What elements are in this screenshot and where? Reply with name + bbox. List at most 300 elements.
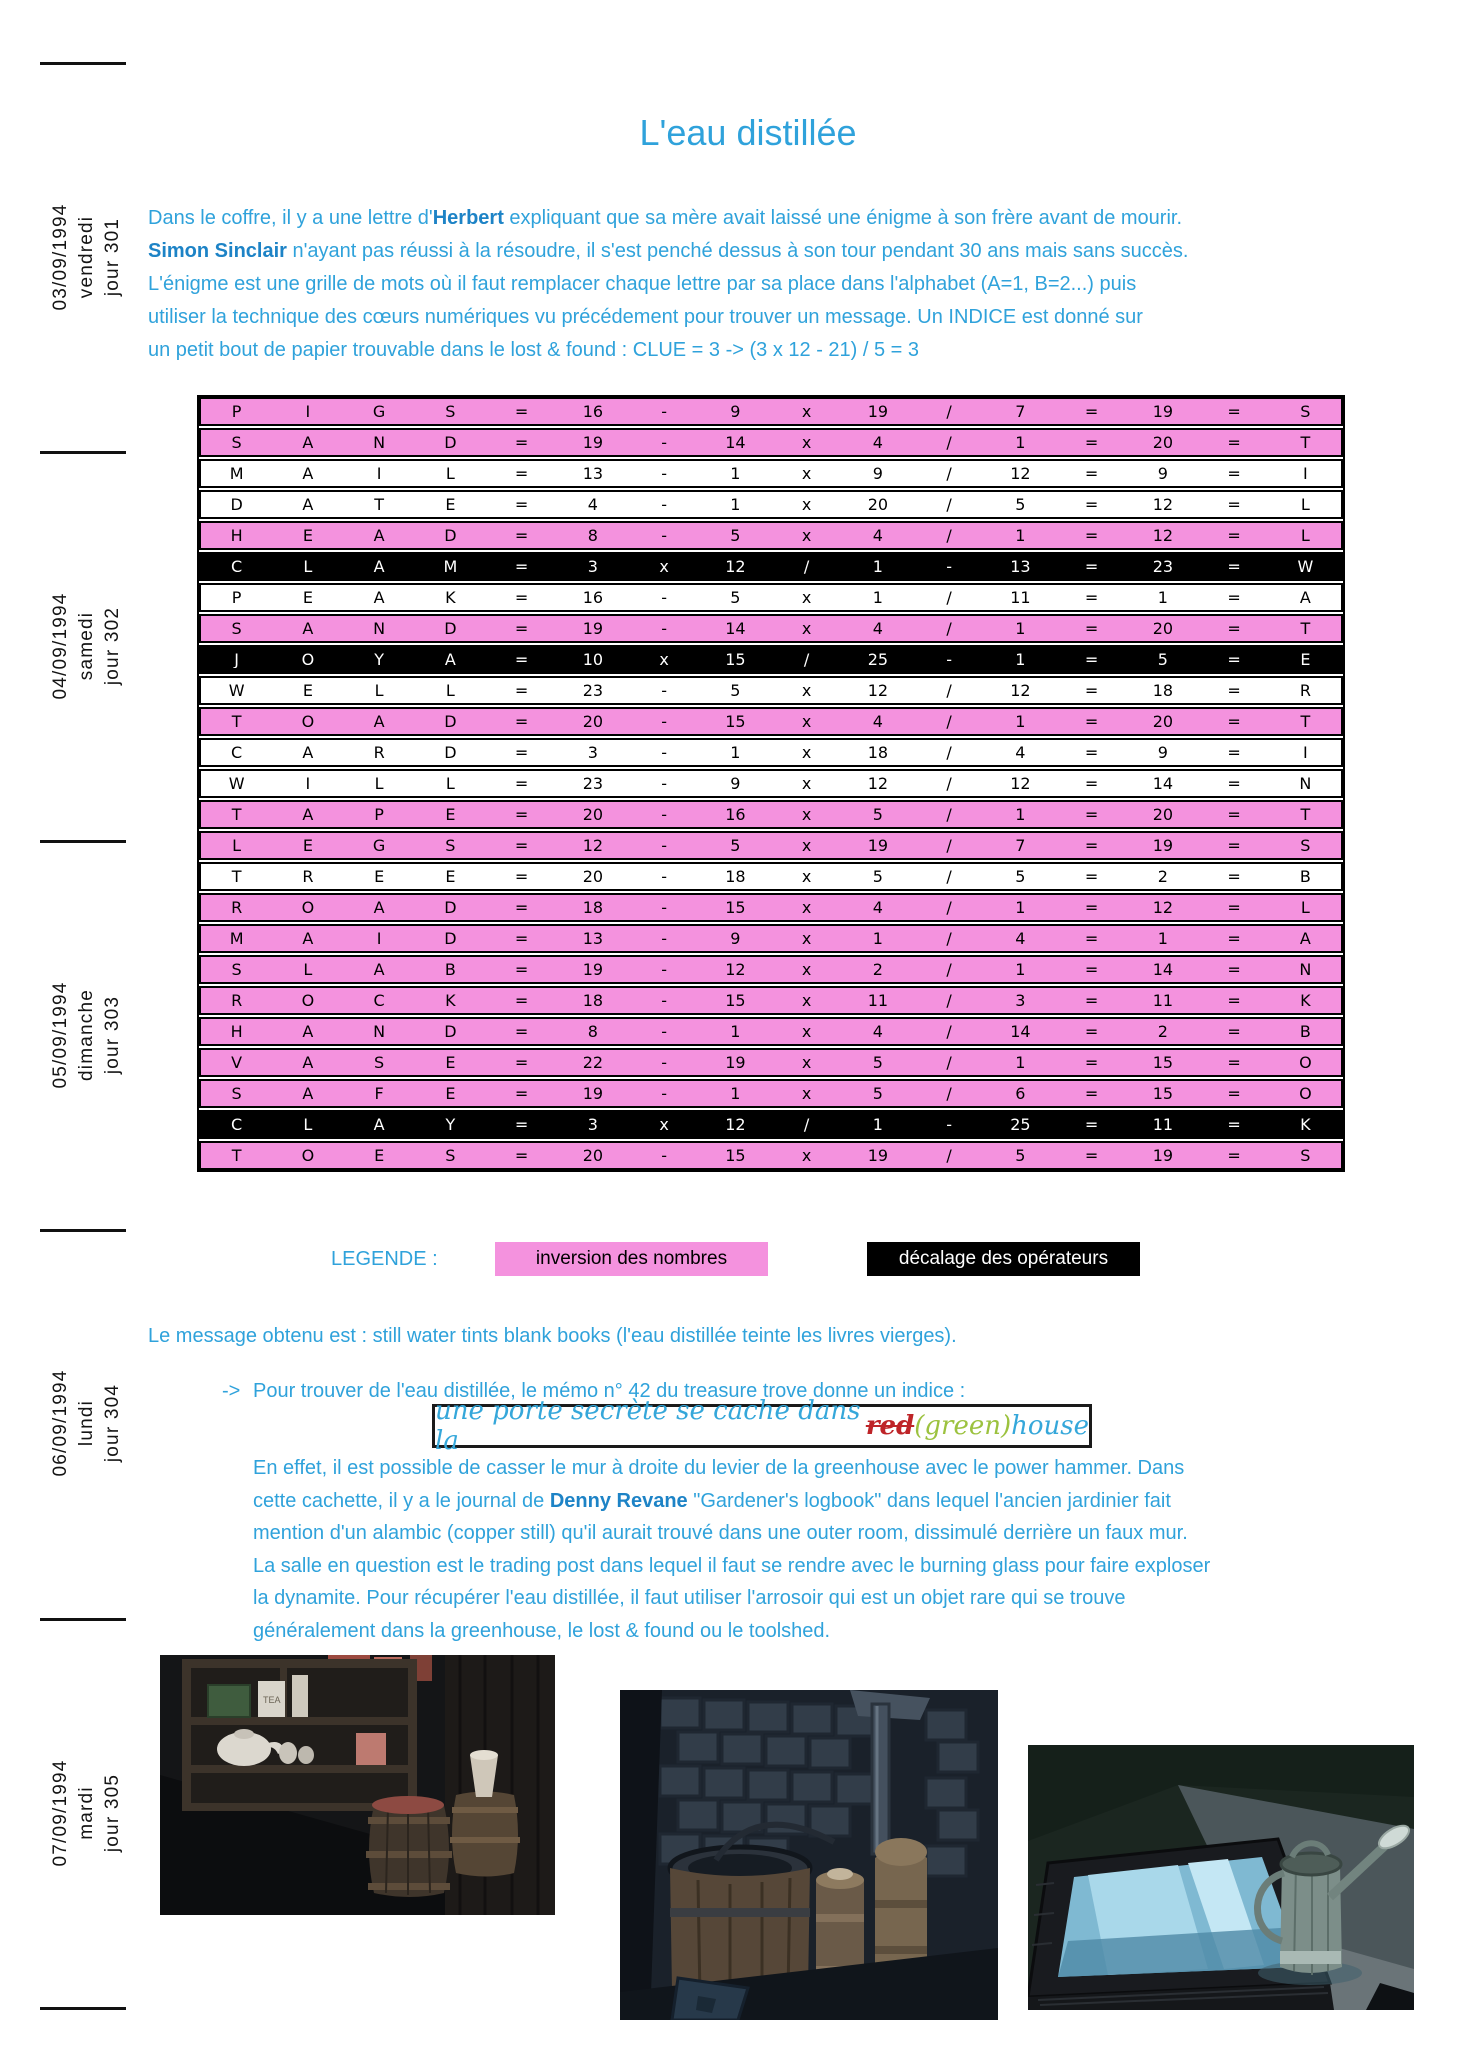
- cipher-table-cell: A: [302, 620, 314, 637]
- cipher-table-cell: 12: [725, 961, 746, 978]
- cipher-table-cell: 20: [867, 496, 889, 513]
- cipher-table-cell: x: [801, 1054, 812, 1071]
- cipher-table-cell: 12: [1010, 465, 1031, 482]
- cipher-table-cell: O: [301, 651, 315, 668]
- cipher-table-cell: W: [228, 775, 245, 792]
- hint-line: [253, 1582, 1210, 1615]
- cipher-table-cell: 18: [867, 744, 889, 761]
- cipher-table-cell: O: [301, 899, 315, 916]
- cipher-table-cell: N: [1299, 961, 1312, 978]
- text-run: la dynamite. Pour récupérer l'eau distillée, il faut utiliser l'arrosoir qui est un objet rare qui se trouve: [253, 1587, 1126, 1609]
- cipher-table-cell: /: [946, 930, 952, 947]
- cipher-table-cell: 12: [582, 837, 604, 854]
- cipher-table-cell: 25: [1010, 1116, 1031, 1133]
- intro-line: [148, 235, 1188, 268]
- cipher-table-cell: x: [801, 775, 812, 792]
- cipher-table-cell: x: [801, 496, 812, 513]
- cipher-table-cell: =: [1084, 1054, 1099, 1071]
- cipher-table-cell: 12: [1010, 682, 1031, 699]
- cipher-table-cell: /: [946, 434, 952, 451]
- cipher-table-cell: 19: [867, 403, 889, 420]
- cipher-table-cell: E: [445, 1085, 456, 1102]
- margin-date-block: [38, 147, 134, 367]
- cipher-table-cell: C: [231, 744, 243, 761]
- cipher-table-cell: 13: [1010, 558, 1031, 575]
- cipher-table-cell: L: [303, 558, 313, 575]
- cipher-table-cell: 19: [582, 1085, 604, 1102]
- cipher-table-cell: x: [801, 713, 812, 730]
- cipher-table-cell: =: [1227, 434, 1241, 451]
- cipher-table-cell: /: [946, 713, 952, 730]
- cipher-table-cell: 5: [1015, 1147, 1026, 1164]
- cipher-table-cell: =: [1084, 465, 1099, 482]
- cipher-table-cell: 2: [1157, 1023, 1168, 1040]
- margin-weekday: vendredi: [75, 215, 97, 299]
- cipher-table-cell: A: [373, 1116, 385, 1133]
- cipher-table-cell: =: [1084, 713, 1099, 730]
- copper-still-illustration: [620, 1690, 998, 2020]
- hint-arrow: ->: [222, 1380, 241, 1402]
- cipher-table-cell: =: [1227, 1116, 1241, 1133]
- cipher-table-cell: A: [302, 434, 314, 451]
- cipher-table-cell: 5: [730, 682, 741, 699]
- cipher-table-row: [199, 986, 1343, 1015]
- cipher-table-cell: D: [444, 527, 457, 544]
- watering-can-illustration: [1028, 1745, 1414, 2010]
- cipher-table-cell: 9: [730, 775, 741, 792]
- cipher-table-cell: /: [803, 651, 810, 668]
- cipher-table-cell: 9: [730, 930, 741, 947]
- cipher-table-cell: 18: [1152, 682, 1174, 699]
- cipher-table-cell: R: [373, 744, 385, 761]
- text-run: mention d'un alambic (copper still) qu'il aurait trouvé dans une outer room, dissimulé derrière un faux mur.: [253, 1522, 1188, 1544]
- cipher-table-cell: S: [374, 1054, 385, 1071]
- cipher-table-cell: 14: [725, 434, 746, 451]
- cipher-table-cell: -: [946, 651, 953, 668]
- cipher-table-cell: =: [514, 465, 529, 482]
- page-title: L'eau distillée: [639, 112, 857, 153]
- cipher-table-cell: 5: [1015, 496, 1026, 513]
- cipher-table-cell: -: [946, 1116, 953, 1133]
- cipher-table-cell: x: [801, 961, 812, 978]
- cipher-table-cell: T: [231, 868, 242, 885]
- cipher-table-cell: x: [659, 1116, 669, 1133]
- cipher-table-cell: 10: [582, 651, 604, 668]
- cipher-table-cell: 1: [1015, 899, 1026, 916]
- cipher-table-cell: =: [514, 434, 529, 451]
- margin-date: 06/09/1994: [49, 1369, 71, 1477]
- cipher-table-cell: Y: [374, 651, 385, 668]
- cipher-table-cell: =: [514, 744, 529, 761]
- cipher-table-cell: K: [1300, 992, 1311, 1009]
- cipher-table-cell: =: [1084, 1116, 1099, 1133]
- cipher-table-cell: 19: [867, 837, 889, 854]
- cipher-table-cell: x: [801, 589, 812, 606]
- cipher-table-cell: E: [302, 589, 313, 606]
- cipher-table-cell: =: [1084, 1023, 1099, 1040]
- cipher-table-cell: /: [946, 682, 952, 699]
- cipher-table-cell: =: [514, 496, 529, 513]
- cipher-table-cell: =: [514, 1023, 529, 1040]
- margin-day-number: jour 305: [101, 1773, 123, 1853]
- margin-date-block: [38, 1703, 134, 1923]
- text-run: cette cachette, il y a le journal de: [253, 1489, 550, 1512]
- cipher-table: [197, 395, 1345, 1172]
- cipher-table-cell: -: [661, 961, 668, 978]
- cipher-table-cell: C: [231, 1116, 243, 1133]
- margin-day-number: jour 303: [101, 995, 123, 1075]
- cipher-table-cell: T: [1300, 806, 1311, 823]
- legend-pink-box: inversion des nombres: [495, 1242, 768, 1276]
- cipher-table-cell: -: [661, 775, 668, 792]
- cipher-table-cell: T: [231, 713, 242, 730]
- person-name: Herbert: [432, 207, 504, 229]
- intro-line: [148, 334, 1188, 367]
- cipher-table-cell: A: [373, 527, 385, 544]
- cipher-table-cell: 11: [867, 992, 889, 1009]
- cipher-table-cell: A: [302, 465, 314, 482]
- cipher-table-cell: /: [946, 1054, 952, 1071]
- cipher-table-cell: =: [1084, 651, 1099, 668]
- cipher-table-cell: /: [946, 620, 952, 637]
- cipher-table-cell: A: [373, 589, 385, 606]
- margin-date: 07/09/1994: [49, 1759, 71, 1867]
- cipher-table-cell: =: [514, 558, 529, 575]
- cipher-table-cell: D: [444, 434, 457, 451]
- cipher-table-cell: K: [1300, 1116, 1311, 1133]
- hint-paragraph: [253, 1452, 1210, 1647]
- cipher-table-cell: 20: [582, 868, 604, 885]
- cipher-table-cell: 2: [872, 961, 883, 978]
- cipher-table-cell: D: [230, 496, 243, 513]
- cipher-table-cell: 5: [872, 806, 883, 823]
- cipher-table-cell: -: [946, 558, 953, 575]
- cipher-table-cell: -: [661, 868, 668, 885]
- cipher-table-cell: 9: [730, 403, 741, 420]
- note-run-cyan: house: [1011, 1411, 1089, 1441]
- cipher-table-cell: D: [444, 744, 457, 761]
- cipher-table-cell: -: [661, 713, 668, 730]
- cipher-table-cell: A: [302, 1023, 314, 1040]
- margin-weekday: samedi: [75, 611, 97, 681]
- cipher-table-cell: 5: [872, 1085, 883, 1102]
- cipher-table-cell: =: [514, 620, 529, 637]
- cipher-table-row: [199, 800, 1343, 829]
- cipher-table-cell: 11: [1010, 589, 1031, 606]
- cipher-table-cell: =: [1227, 651, 1241, 668]
- cipher-table-cell: 4: [872, 713, 883, 730]
- cipher-table-cell: =: [514, 961, 529, 978]
- cipher-table-cell: 20: [1152, 713, 1174, 730]
- cipher-table-cell: 18: [582, 899, 604, 916]
- margin-weekday: lundi: [75, 1399, 97, 1447]
- cipher-table-cell: D: [444, 899, 457, 916]
- cipher-table-cell: O: [301, 713, 315, 730]
- cipher-table-cell: 8: [587, 1023, 598, 1040]
- cipher-table-cell: =: [514, 1147, 529, 1164]
- cipher-table-cell: 19: [867, 1147, 889, 1164]
- cipher-table-cell: 23: [1152, 558, 1174, 575]
- cipher-table-cell: =: [1084, 1085, 1099, 1102]
- cipher-table-cell: M: [229, 465, 244, 482]
- cipher-table-cell: E: [302, 682, 313, 699]
- cipher-table-cell: O: [1299, 1054, 1312, 1071]
- cipher-table-cell: /: [946, 775, 952, 792]
- cipher-table-cell: 1: [730, 744, 741, 761]
- cipher-table-cell: -: [661, 744, 668, 761]
- cipher-table-cell: 15: [725, 992, 746, 1009]
- cipher-table-cell: =: [1227, 682, 1241, 699]
- margin-date-block: [38, 536, 134, 756]
- cipher-table-row: [199, 955, 1343, 984]
- cipher-table-cell: -: [661, 465, 668, 482]
- cipher-table-cell: =: [1084, 837, 1099, 854]
- intro-line: [148, 202, 1188, 235]
- cipher-table-cell: M: [443, 558, 458, 575]
- decoded-message: Le message obtenu est : still water tints blank books (l'eau distillée teinte les livres vierges).: [148, 1325, 957, 1347]
- cipher-table-cell: =: [514, 992, 529, 1009]
- margin-day-number: jour 302: [101, 606, 123, 686]
- cipher-table-cell: =: [1084, 496, 1099, 513]
- cipher-table-cell: O: [301, 1147, 315, 1164]
- cipher-table-row: [199, 831, 1343, 860]
- cipher-table-cell: N: [1299, 775, 1312, 792]
- cipher-table-cell: =: [1084, 899, 1099, 916]
- cipher-table-cell: T: [231, 806, 242, 823]
- cipher-table-cell: 1: [1015, 961, 1026, 978]
- cipher-table-cell: 20: [1152, 434, 1174, 451]
- cipher-table-row: [199, 614, 1343, 643]
- cipher-table-cell: 3: [587, 558, 598, 575]
- cipher-table-cell: 1: [1015, 527, 1026, 544]
- cipher-table-cell: A: [302, 806, 314, 823]
- cipher-table-cell: =: [514, 1054, 529, 1071]
- cipher-table-cell: E: [445, 806, 456, 823]
- cipher-table-cell: =: [514, 775, 529, 792]
- cipher-table-cell: R: [302, 868, 314, 885]
- cipher-table-cell: x: [801, 527, 812, 544]
- cipher-table-cell: E: [445, 1054, 456, 1071]
- cipher-table-cell: 14: [1152, 775, 1174, 792]
- cipher-table-cell: W: [1297, 558, 1314, 575]
- cipher-table-cell: 1: [872, 589, 883, 606]
- cipher-table-cell: E: [374, 868, 385, 885]
- cipher-table-cell: 14: [1152, 961, 1174, 978]
- cipher-table-cell: /: [803, 558, 810, 575]
- cipher-table-cell: =: [1227, 930, 1241, 947]
- cipher-table-cell: -: [661, 1023, 668, 1040]
- margin-day-number: jour 304: [101, 1383, 123, 1463]
- cipher-table-cell: I: [1303, 744, 1308, 761]
- cipher-table-cell: 4: [872, 527, 883, 544]
- cipher-table-cell: 20: [582, 806, 604, 823]
- cipher-table-cell: =: [1084, 620, 1099, 637]
- cipher-table-cell: A: [444, 651, 456, 668]
- cipher-table-cell: A: [373, 899, 385, 916]
- cipher-table-cell: 1: [1015, 1054, 1026, 1071]
- text-run: utiliser la technique des cœurs numériques vu précédement pour trouver un message. Un INDICE est donné sur: [148, 306, 1143, 328]
- margin-separator: [40, 62, 126, 65]
- cipher-table-cell: T: [1300, 620, 1311, 637]
- cipher-table-cell: 1: [730, 1085, 741, 1102]
- cipher-table-cell: S: [445, 1147, 456, 1164]
- cipher-table-cell: D: [444, 930, 457, 947]
- cipher-table-cell: 5: [730, 837, 741, 854]
- cipher-table-cell: I: [1303, 465, 1308, 482]
- cipher-table-cell: =: [1084, 744, 1099, 761]
- cipher-table-cell: 14: [725, 620, 746, 637]
- cipher-table-cell: 13: [582, 465, 604, 482]
- cipher-table-cell: =: [514, 589, 529, 606]
- cipher-table-cell: /: [946, 837, 952, 854]
- cipher-table-cell: S: [1300, 1147, 1311, 1164]
- cipher-table-cell: A: [302, 496, 314, 513]
- cipher-table-cell: 4: [1015, 930, 1026, 947]
- cipher-table-cell: 7: [1015, 837, 1026, 854]
- cipher-table-cell: /: [946, 403, 952, 420]
- cipher-table-cell: =: [1084, 868, 1099, 885]
- cipher-table-cell: 15: [725, 651, 746, 668]
- cipher-table-row: [199, 924, 1343, 953]
- cipher-table-cell: -: [661, 1147, 668, 1164]
- cipher-table-cell: 1: [1015, 651, 1026, 668]
- cipher-table-row: [199, 552, 1343, 581]
- cipher-table-cell: =: [1227, 1085, 1241, 1102]
- cipher-table-cell: S: [1300, 837, 1311, 854]
- cipher-table-cell: x: [801, 806, 812, 823]
- cipher-table-cell: 1: [872, 930, 883, 947]
- cipher-table-cell: 15: [1152, 1085, 1174, 1102]
- cipher-table-cell: 16: [582, 403, 604, 420]
- margin-weekday: dimanche: [75, 989, 97, 1081]
- text-run: expliquant que sa mère avait laissé une énigme à son frère avant de mourir.: [503, 207, 1183, 229]
- cipher-table-cell: L: [1300, 527, 1310, 544]
- cipher-table-cell: =: [1227, 620, 1241, 637]
- cipher-table-cell: E: [302, 837, 313, 854]
- cipher-table-cell: V: [231, 1054, 243, 1071]
- cipher-table-cell: 11: [1152, 992, 1174, 1009]
- cipher-table-cell: 11: [1152, 1116, 1174, 1133]
- margin-date-block: [38, 925, 134, 1145]
- cipher-table-cell: L: [374, 775, 384, 792]
- cipher-table-cell: S: [231, 620, 242, 637]
- cipher-table-cell: T: [374, 496, 385, 513]
- cipher-table-cell: A: [373, 558, 385, 575]
- cipher-table-cell: /: [946, 992, 952, 1009]
- cipher-table-cell: /: [946, 899, 952, 916]
- cipher-table-cell: -: [661, 806, 668, 823]
- cipher-table-cell: -: [661, 527, 668, 544]
- cipher-table-row: [199, 738, 1343, 767]
- cipher-table-cell: L: [445, 682, 455, 699]
- cipher-table-cell: B: [444, 961, 456, 978]
- cipher-table-cell: =: [514, 806, 529, 823]
- cipher-table-cell: 19: [582, 961, 604, 978]
- cipher-table-cell: E: [445, 868, 456, 885]
- cipher-table-cell: G: [372, 403, 386, 420]
- cipher-table-cell: J: [234, 651, 239, 668]
- cipher-table-cell: 3: [1015, 992, 1026, 1009]
- cipher-table-cell: =: [514, 1116, 529, 1133]
- margin-date-block: [38, 1313, 134, 1533]
- cipher-table-cell: 22: [582, 1054, 604, 1071]
- cipher-table-cell: =: [1084, 558, 1099, 575]
- cipher-table-cell: 20: [582, 713, 604, 730]
- cipher-table-cell: -: [661, 992, 668, 1009]
- margin-separator: [40, 2007, 126, 2010]
- cipher-table-cell: =: [1227, 899, 1241, 916]
- cipher-table-row: [199, 862, 1343, 891]
- cipher-table-row: [199, 428, 1343, 457]
- cipher-table-cell: 1: [1157, 930, 1168, 947]
- text-run: L'énigme est une grille de mots où il faut remplacer chaque lettre par sa place dans l'alphabet (A=1, B=2...) puis: [148, 273, 1137, 295]
- cipher-table-cell: 19: [1152, 403, 1174, 420]
- cipher-table-cell: R: [231, 992, 243, 1009]
- cipher-table-cell: C: [373, 992, 385, 1009]
- cipher-table-cell: A: [302, 930, 314, 947]
- cipher-table-cell: x: [801, 930, 812, 947]
- cipher-table-cell: R: [231, 899, 243, 916]
- cipher-table-cell: A: [302, 1085, 314, 1102]
- text-run: Dans le coffre, il y a une lettre d': [148, 207, 433, 229]
- cipher-table-cell: N: [373, 434, 386, 451]
- cipher-table-cell: 1: [730, 496, 741, 513]
- cipher-table-cell: S: [445, 403, 456, 420]
- cipher-table-cell: -: [661, 1054, 668, 1071]
- cipher-table-cell: C: [231, 558, 243, 575]
- cipher-table-cell: =: [514, 1085, 529, 1102]
- cipher-table-cell: B: [1299, 1023, 1311, 1040]
- cipher-table-row: [199, 1110, 1343, 1139]
- cipher-table-cell: 16: [725, 806, 746, 823]
- cipher-table-cell: -: [661, 837, 668, 854]
- hint-line: [253, 1517, 1210, 1550]
- cipher-table-cell: =: [514, 837, 529, 854]
- cipher-table-cell: O: [301, 992, 315, 1009]
- cipher-table-row: [199, 521, 1343, 550]
- cipher-table-cell: =: [1227, 961, 1241, 978]
- cipher-table-cell: =: [1084, 806, 1099, 823]
- cipher-table-cell: =: [1084, 961, 1099, 978]
- cipher-table-cell: =: [1227, 465, 1241, 482]
- cipher-table-cell: 19: [1152, 837, 1174, 854]
- cipher-table-cell: 12: [1152, 496, 1174, 513]
- cipher-table-cell: =: [1227, 713, 1241, 730]
- cipher-table-cell: x: [801, 403, 812, 420]
- cipher-table-cell: 12: [1010, 775, 1031, 792]
- cipher-table-cell: K: [445, 992, 456, 1009]
- cipher-table-row: [199, 676, 1343, 705]
- cipher-table-cell: H: [230, 527, 243, 544]
- cipher-table-cell: =: [1227, 496, 1241, 513]
- cipher-table-cell: -: [661, 930, 668, 947]
- cipher-table-cell: P: [231, 403, 242, 420]
- hint-intro: Pour trouver de l'eau distillée, le mémo n° 42 du treasure trove donne un indice :: [253, 1380, 966, 1402]
- text-run: un petit bout de papier trouvable dans le lost & found : CLUE = 3 -> (3 x 12 - 21) / 5 = 3: [148, 339, 920, 361]
- cipher-table-cell: 4: [872, 434, 883, 451]
- cipher-table-cell: 9: [1157, 465, 1168, 482]
- cipher-table-cell: x: [801, 899, 812, 916]
- cipher-table-cell: x: [801, 992, 812, 1009]
- cipher-table-cell: K: [445, 589, 456, 606]
- cipher-table-cell: I: [376, 465, 382, 482]
- hint-line: [253, 1615, 1210, 1648]
- cipher-table-row: [199, 459, 1343, 488]
- cipher-table-cell: =: [1084, 403, 1099, 420]
- cipher-table-cell: =: [1227, 775, 1241, 792]
- cipher-table-cell: 4: [587, 496, 598, 513]
- cipher-table-cell: M: [229, 930, 244, 947]
